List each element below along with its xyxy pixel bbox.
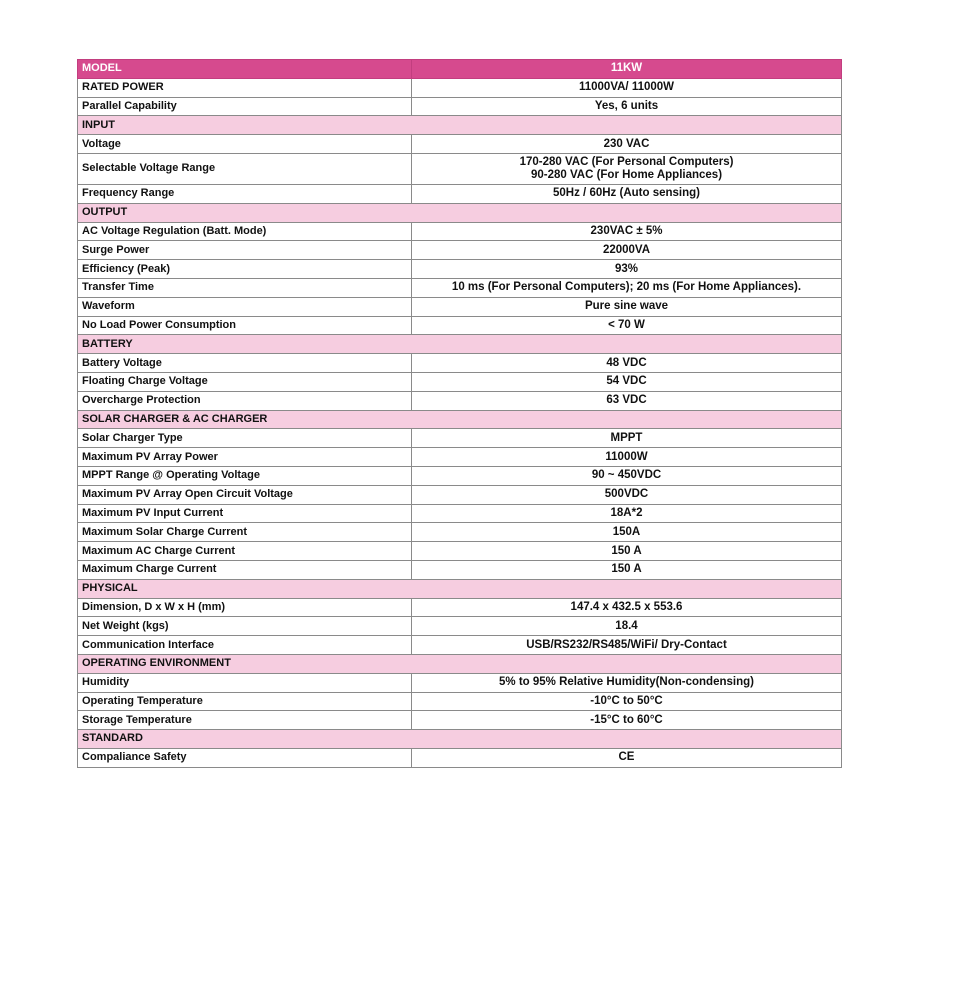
spec-value-line: 170-280 VAC (For Personal Computers)	[519, 155, 734, 168]
spec-value: 48 VDC	[412, 354, 842, 373]
spec-label: Communication Interface	[78, 636, 412, 655]
section-title: BATTERY	[78, 335, 842, 354]
section-header-row	[78, 116, 842, 135]
spec-row	[78, 466, 842, 485]
spec-value: < 70 W	[412, 316, 842, 335]
spec-value-line: 90-280 VAC (For Home Appliances)	[530, 168, 723, 181]
spec-value: 50Hz / 60Hz (Auto sensing)	[412, 184, 842, 203]
spec-value: 230 VAC	[412, 135, 842, 154]
spec-value: 11000W	[412, 448, 842, 467]
spec-value: 230VAC ± 5%	[412, 222, 842, 241]
section-header-row	[78, 654, 842, 673]
spec-row	[78, 391, 842, 410]
spec-value: Yes, 6 units	[412, 97, 842, 116]
spec-value: Pure sine wave	[412, 297, 842, 316]
spec-label: Maximum PV Array Power	[78, 448, 412, 467]
spec-value: 90 ~ 450VDC	[412, 466, 842, 485]
spec-label: Parallel Capability	[78, 97, 412, 116]
spec-row	[78, 617, 842, 636]
spec-value: 11000VA/ 11000W	[412, 78, 842, 97]
spec-label: Solar Charger Type	[78, 429, 412, 448]
spec-row	[78, 278, 842, 297]
section-title: INPUT	[78, 116, 842, 135]
spec-label: Surge Power	[78, 241, 412, 260]
spec-value: 147.4 x 432.5 x 553.6	[412, 598, 842, 617]
spec-row	[78, 542, 842, 561]
spec-label: Overcharge Protection	[78, 391, 412, 410]
spec-table	[77, 59, 842, 768]
spec-label: Compaliance Safety	[78, 748, 412, 767]
section-title: STANDARD	[78, 730, 842, 749]
section-header-row	[78, 579, 842, 598]
model-header-row	[78, 60, 842, 79]
spec-label: Operating Temperature	[78, 692, 412, 711]
spec-row	[78, 184, 842, 203]
model-value: 11KW	[412, 60, 842, 79]
spec-value	[412, 153, 842, 184]
section-header-row	[78, 730, 842, 749]
spec-row	[78, 297, 842, 316]
spec-label: Net Weight (kgs)	[78, 617, 412, 636]
spec-label: Maximum Charge Current	[78, 560, 412, 579]
spec-label: Selectable Voltage Range	[78, 153, 412, 184]
spec-row	[78, 429, 842, 448]
spec-row	[78, 97, 842, 116]
spec-value: 18.4	[412, 617, 842, 636]
spec-value: -15°C to 60°C	[412, 711, 842, 730]
spec-row	[78, 636, 842, 655]
spec-label: Storage Temperature	[78, 711, 412, 730]
spec-value: 500VDC	[412, 485, 842, 504]
spec-row	[78, 711, 842, 730]
model-label: MODEL	[78, 60, 412, 79]
spec-value: 150A	[412, 523, 842, 542]
spec-value: -10°C to 50°C	[412, 692, 842, 711]
spec-label: Battery Voltage	[78, 354, 412, 373]
spec-row	[78, 673, 842, 692]
spec-label: Maximum PV Array Open Circuit Voltage	[78, 485, 412, 504]
spec-value: MPPT	[412, 429, 842, 448]
spec-row	[78, 135, 842, 154]
spec-table-body	[78, 60, 842, 768]
spec-label: Efficiency (Peak)	[78, 260, 412, 279]
spec-value: CE	[412, 748, 842, 767]
spec-label: Maximum Solar Charge Current	[78, 523, 412, 542]
spec-value: 18A*2	[412, 504, 842, 523]
spec-row	[78, 598, 842, 617]
spec-label: Frequency Range	[78, 184, 412, 203]
spec-row	[78, 372, 842, 391]
spec-value: 63 VDC	[412, 391, 842, 410]
spec-label: Maximum AC Charge Current	[78, 542, 412, 561]
spec-row	[78, 260, 842, 279]
spec-row	[78, 523, 842, 542]
section-header-row	[78, 335, 842, 354]
spec-value: 22000VA	[412, 241, 842, 260]
spec-value: 54 VDC	[412, 372, 842, 391]
spec-value: 150 A	[412, 542, 842, 561]
spec-label: MPPT Range @ Operating Voltage	[78, 466, 412, 485]
spec-row	[78, 241, 842, 260]
spec-label: Floating Charge Voltage	[78, 372, 412, 391]
spec-label: RATED POWER	[78, 78, 412, 97]
section-header-row	[78, 410, 842, 429]
section-title: SOLAR CHARGER & AC CHARGER	[78, 410, 842, 429]
spec-value: 150 A	[412, 560, 842, 579]
spec-row	[78, 485, 842, 504]
spec-row	[78, 78, 842, 97]
spec-row	[78, 354, 842, 373]
section-title: OUTPUT	[78, 203, 842, 222]
spec-row	[78, 153, 842, 184]
spec-value: USB/RS232/RS485/WiFi/ Dry-Contact	[412, 636, 842, 655]
spec-row	[78, 560, 842, 579]
spec-row	[78, 504, 842, 523]
spec-value: 10 ms (For Personal Computers); 20 ms (For Home Appliances).	[412, 278, 842, 297]
spec-label: Transfer Time	[78, 278, 412, 297]
spec-value: 93%	[412, 260, 842, 279]
section-title: OPERATING ENVIRONMENT	[78, 654, 842, 673]
spec-row	[78, 692, 842, 711]
spec-label: No Load Power Consumption	[78, 316, 412, 335]
spec-row	[78, 748, 842, 767]
section-title: PHYSICAL	[78, 579, 842, 598]
section-header-row	[78, 203, 842, 222]
spec-label: Dimension, D x W x H (mm)	[78, 598, 412, 617]
spec-value: 5% to 95% Relative Humidity(Non-condensing)	[412, 673, 842, 692]
spec-row	[78, 316, 842, 335]
spec-label: Humidity	[78, 673, 412, 692]
spec-label: AC Voltage Regulation (Batt. Mode)	[78, 222, 412, 241]
spec-label: Waveform	[78, 297, 412, 316]
spec-label: Voltage	[78, 135, 412, 154]
spec-label: Maximum PV Input Current	[78, 504, 412, 523]
spec-row	[78, 222, 842, 241]
spec-row	[78, 448, 842, 467]
